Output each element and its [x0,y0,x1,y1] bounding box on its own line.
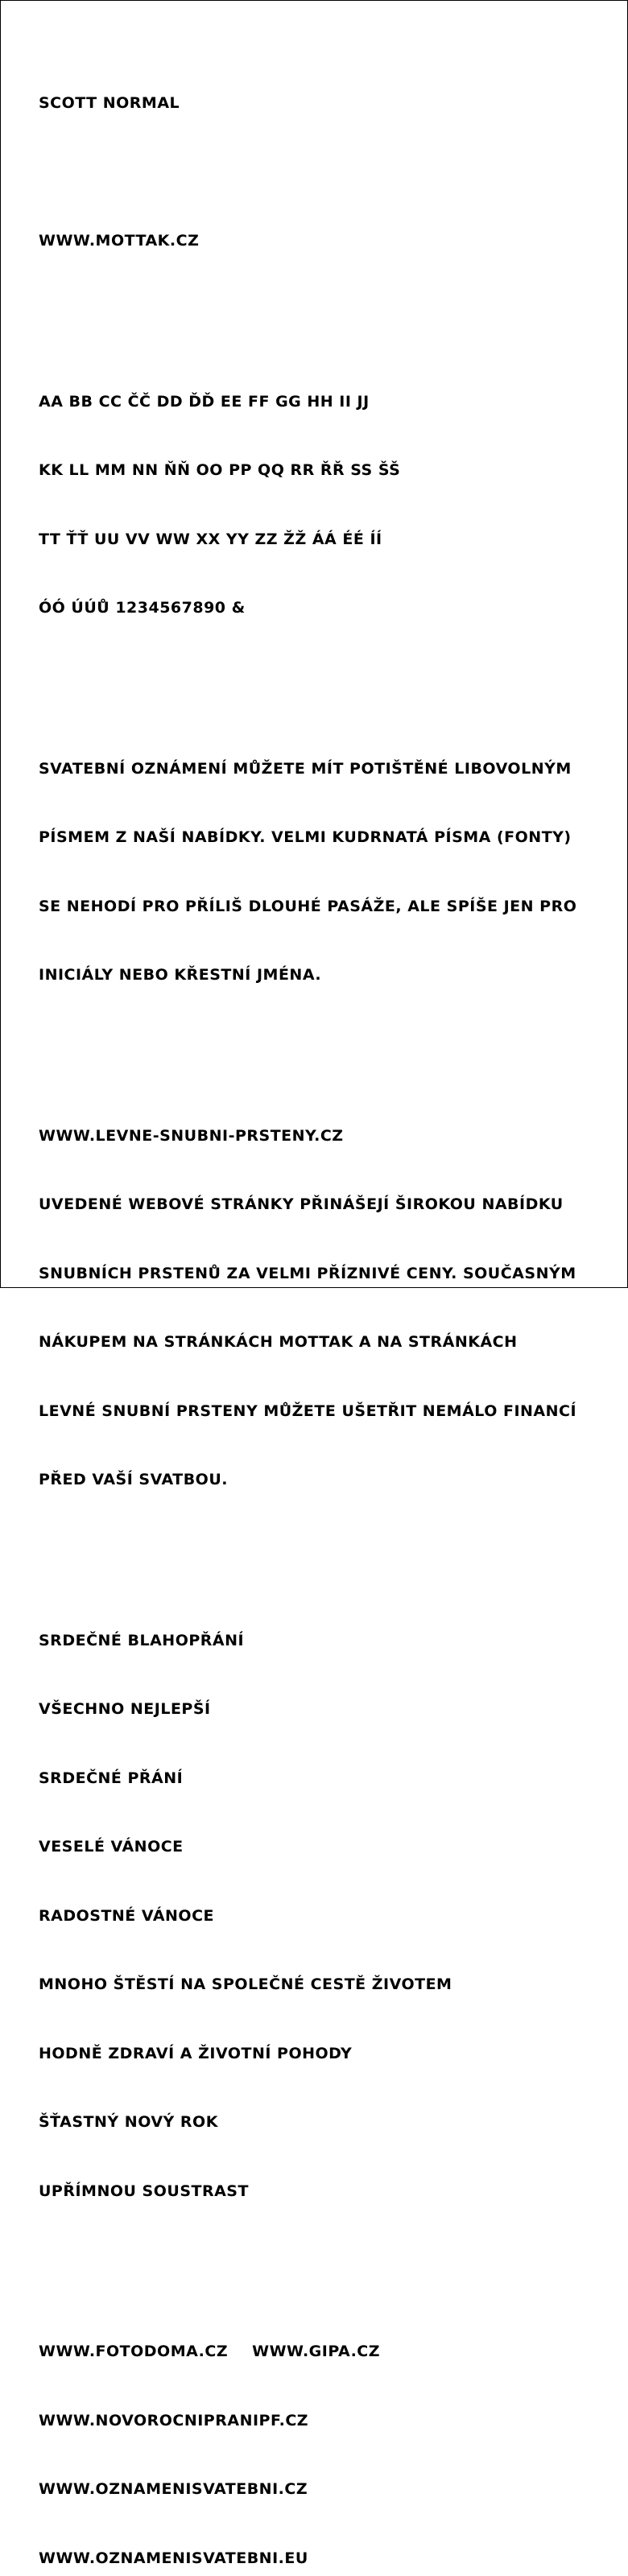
paragraph-line: PÍSMEM Z NAŠÍ NABÍDKY. VELMI KUDRNATÁ PÍSMA (FONTY) [39,828,572,846]
font-sample-sheet [39,46,602,2576]
greeting-line: MNOHO ŠTĚSTÍ NA SPOLEČNÉ CESTĚ ŽIVOTEM [39,1975,452,1993]
paragraph-line: INICIÁLY NEBO KŘESTNÍ JMÉNA. [39,966,322,984]
greeting-line: ŠŤASTNÝ NOVÝ ROK [39,2113,218,2131]
paragraph-line: UVEDENÉ WEBOVÉ STRÁNKY PŘINÁŠEJÍ ŠIROKOU NABÍDKU [39,1195,564,1213]
website-novorocnipranipf: WWW.NOVOROCNIPRANIPF.CZ [39,2411,309,2429]
greeting-line: SRDEČNÉ BLAHOPŘÁNÍ [39,1631,245,1649]
paragraph-line: SNUBNÍCH PRSTENŮ ZA VELMI PŘÍZNIVÉ CENY. SOUČASNÝM [39,1264,576,1282]
website-row [39,2340,602,2363]
paragraph-line: SE NEHODÍ PRO PŘÍLIŠ DLOUHÉ PASÁŽE, ALE SPÍŠE JEN PRO [39,897,577,915]
spacer [39,666,602,689]
charset-line: ÓÓ ÚÚŮ 1234567890 & [39,599,246,617]
font-title: SCOTT NORMAL [39,94,180,112]
greeting-line: HODNĚ ZDRAVÍ A ŽIVOTNÍ POHODY [39,2044,353,2062]
website-fotodoma: WWW.FOTODOMA.CZ [39,2343,229,2360]
website-gipa: WWW.GIPA.CZ [252,2343,381,2360]
greeting-line: VŠECHNO NEJLEPŠÍ [39,1700,211,1718]
paragraph-line: PŘED VAŠÍ SVATBOU. [39,1471,228,1488]
charset-line: AA BB CC ČČ DD ĎĎ EE FF GG HH II JJ [39,392,370,411]
greeting-line: SRDEČNÉ PŘÁNÍ [39,1769,184,1787]
spacer [39,2248,602,2272]
greeting-line: UPŘÍMNOU SOUSTRAST [39,2182,249,2200]
site-url: WWW.MOTTAK.CZ [39,232,200,250]
charset-line: TT ŤŤ UU VV WW XX YY ZZ ŽŽ ÁÁ ÉÉ ÍÍ [39,530,382,548]
spacer [39,1538,602,1561]
spacer [39,1033,602,1056]
spacer [39,299,602,322]
paragraph-line: SVATEBNÍ OZNÁMENÍ MŮŽETE MÍT POTIŠTĚNÉ LIBOVOLNÝM [39,759,572,778]
website-oznamenisvatebni-cz: WWW.OZNAMENISVATEBNI.CZ [39,2480,308,2498]
website-oznamenisvatebni-eu: WWW.OZNAMENISVATEBNI.EU [39,2549,308,2567]
greeting-line: VESELÉ VÁNOCE [39,1838,184,1856]
paragraph-line: NÁKUPEM NA STRÁNKÁCH MOTTAK A NA STRÁNKÁCH [39,1333,518,1351]
charset-line: KK LL MM NN ŇŇ OO PP QQ RR ŘŘ SS ŠŠ [39,461,401,479]
greeting-line: RADOSTNÉ VÁNOCE [39,1906,214,1925]
paragraph-line: WWW.LEVNE-SNUBNI-PRSTENY.CZ [39,1126,344,1145]
paragraph-line: LEVNÉ SNUBNÍ PRSTENY MŮŽETE UŠETŘIT NEMÁLO FINANCÍ [39,1402,577,1420]
spacer [39,161,602,184]
